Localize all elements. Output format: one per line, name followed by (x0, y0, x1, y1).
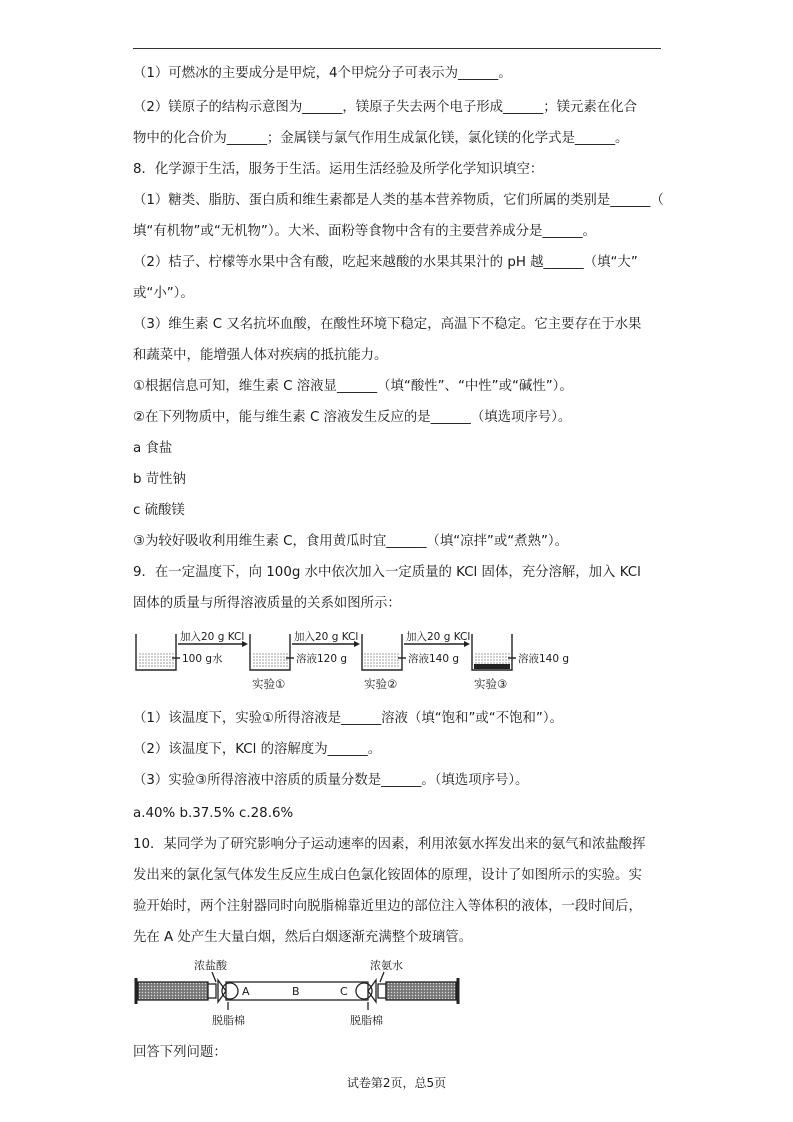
text-line: 固体的质量与所得溶液质量的关系如图所示： (133, 596, 401, 611)
kcl-experiment-figure (130, 626, 570, 694)
text-line: （3）维生素 C 又名抗坏血酸，在酸性环境下稳定，高温下不稳定。它主要存在于水果 (133, 317, 642, 332)
experiment-3-label: 实验③ (474, 677, 508, 691)
solution-120-label: 溶液120 g (296, 653, 348, 665)
experiment-2-label: 实验② (364, 677, 398, 691)
text-line: 验开始时，两个注射器同时向脱脂棉靠近里边的部位注入等体积的液体，一段时间后， (133, 899, 642, 914)
solution-140-label-b: 溶液140 g (518, 653, 570, 665)
add-label-1: 加入20 g KCl (180, 631, 245, 643)
position-a: A (242, 985, 250, 998)
option-c: c 硫酸镁 (133, 503, 185, 518)
left-syringe (138, 982, 208, 1000)
precipitate (474, 664, 510, 669)
text-line: 填“有机物”或“无机物”）。大米、面粉等食物中含有的主要营养成分是______。 (133, 224, 596, 239)
text-line: （1）该温度下，实验①所得溶液是______溶液（填“饱和”或“不饱和”）。 (133, 711, 563, 726)
text-line: ②在下列物质中，能与维生素 C 溶液发生反应的是______（填选项序号）。 (133, 410, 572, 425)
option-a: a 食盐 (133, 441, 173, 456)
add-label-2: 加入20 g KCl (294, 631, 359, 643)
ammonia-label: 浓氨水 (370, 959, 403, 972)
text-line: 先在 A 处产生大量白烟，然后白烟逐渐充满整个玻璃管。 (133, 930, 473, 945)
option-b: b 苛性钠 (133, 472, 186, 487)
hcl-label: 浓盐酸 (194, 959, 227, 972)
text-line: （1）糖类、脂肪、蛋白质和维生素都是人类的基本营养物质，它们所属的类别是______（ (133, 193, 664, 208)
water-label: 100 g水 (182, 653, 223, 665)
text-line: 和蔬菜中，能增强人体对疾病的抵抗能力。 (133, 348, 388, 363)
answer-options: a.40% b.37.5% c.28.6% (133, 806, 294, 821)
experiment-1-label: 实验① (252, 677, 286, 691)
position-c: C (340, 985, 348, 998)
right-syringe (386, 982, 456, 1000)
text-line: （2）镁原子的结构示意图为______，镁原子失去两个电子形成______；镁元素在化合 (133, 100, 637, 115)
text-line: （1）可燃冰的主要成分是甲烷，4个甲烷分子可表示为______。 (133, 66, 512, 81)
question-9: 9．在一定温度下，向 100g 水中依次加入一定质量的 KCl 固体，充分溶解，加入 KCl (133, 565, 641, 580)
text-line: ③为较好吸收利用维生素 C，食用黄瓜时宜______（填“凉拌”或“煮熟”）。 (133, 534, 568, 549)
question-8: 8．化学源于生活，服务于生活。运用生活经验及所学化学知识填空： (133, 162, 544, 177)
text-line: 回答下列问题： (133, 1045, 227, 1060)
glass-tube-figure (132, 958, 462, 1028)
solution-140-label-a: 溶液140 g (408, 653, 460, 665)
text-line: 或“小”）。 (133, 286, 194, 301)
left-cotton-label: 脱脂棉 (212, 1014, 245, 1027)
header-rule (133, 48, 661, 49)
text-line: ①根据信息可知，维生素 C 溶液显______（填“酸性”、“中性”或“碱性”）。 (133, 379, 573, 394)
text-line: （3）实验③所得溶液中溶质的质量分数是______。（填选项序号）。 (133, 773, 529, 788)
text-line: （2）该温度下，KCl 的溶解度为______。 (133, 742, 382, 757)
text-line: 物中的化合价为______；金属镁与氯气作用生成氯化镁，氯化镁的化学式是______。 (133, 131, 629, 146)
page-footer: 试卷第2页，总5页 (346, 1076, 447, 1090)
question-10: 10．某同学为了研究影响分子运动速率的因素，利用浓氨水挥发出来的氨气和浓盐酸挥 (133, 837, 646, 852)
right-cotton-label: 脱脂棉 (350, 1014, 383, 1027)
text-line: 发出来的氯化氢气体发生反应生成白色氯化铵固体的原理，设计了如图所示的实验。实 (133, 868, 642, 883)
text-line: （2）桔子、柠檬等水果中含有酸，吃起来越酸的水果其果汁的 pH 越______（填“大” (133, 255, 638, 270)
add-label-3: 加入20 g KCl (406, 631, 471, 643)
position-b: B (292, 985, 300, 998)
